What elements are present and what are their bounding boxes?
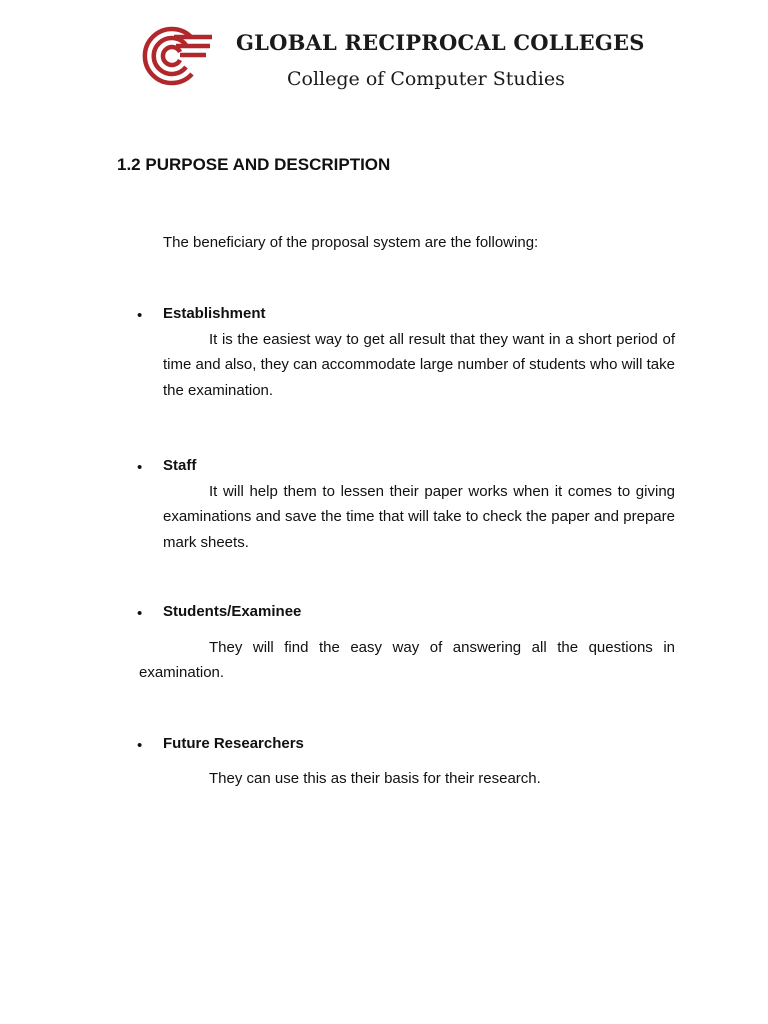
intro-paragraph: The beneficiary of the proposal system are the following: (163, 234, 539, 251)
item-heading-establishment: Establishment (163, 305, 266, 322)
item-heading-future-researchers: Future Researchers (163, 735, 304, 752)
item-body-establishment (163, 327, 675, 403)
college-name: GLOBAL RECIPROCAL COLLEGES (236, 30, 645, 55)
item-body-text: It will help them to lessen their paper works when it comes to giving examinations and save the time that will take to check the paper and prepare mark sheets. (163, 483, 675, 551)
item-body-staff (163, 479, 675, 555)
item-body-future-researchers (163, 766, 675, 791)
section-title: 1.2 PURPOSE AND DESCRIPTION (117, 155, 391, 174)
bullet-marker: • (137, 459, 143, 476)
item-body-text: They will find the easy way of answering all the questions in examination. (139, 639, 675, 682)
item-body-text: They can use this as their basis for their research. (209, 770, 541, 787)
item-body-text: It is the easiest way to get all result that they want in a short period of time and also, they can accommodate large number of students who will take the examination. (163, 331, 675, 399)
college-logo-icon (136, 25, 214, 87)
bullet-marker: • (137, 605, 143, 622)
bullet-marker: • (137, 737, 143, 754)
department-name: College of Computer Studies (287, 68, 565, 90)
item-heading-staff: Staff (163, 457, 197, 474)
item-heading-students: Students/Examinee (163, 603, 302, 620)
bullet-marker: • (137, 307, 143, 324)
item-body-students (139, 635, 675, 686)
